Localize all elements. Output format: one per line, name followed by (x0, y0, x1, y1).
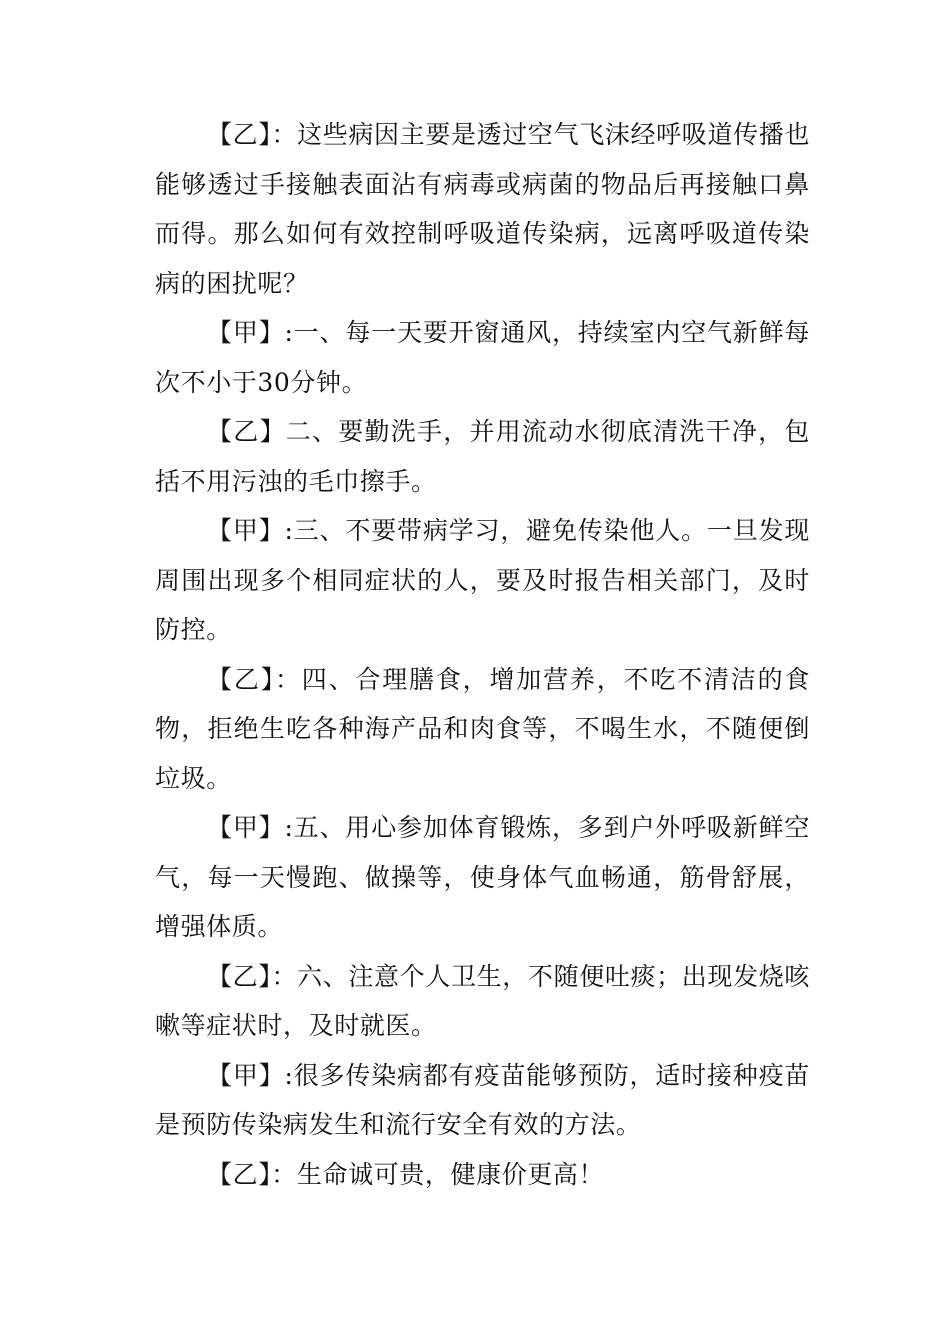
dialogue-paragraph: 【甲】:三、不要带病学习，避免传染他人。一旦发现周围出现多个相同症状的人，要及时报告相关部门，及时防控。 (155, 516, 810, 644)
dialogue-paragraph: 【甲】:一、每一天要开窗通风，持续室内空气新鲜每次不小于30分钟。 (155, 318, 810, 397)
dialogue-paragraph: 【甲】:五、用心参加体育锻炼，多到户外呼吸新鲜空气，每一天慢跑、做操等，使身体气血畅通，筋骨舒展，增强体质。 (155, 813, 810, 941)
dialogue-paragraph: 【乙】：这些病因主要是透过空气飞沫经呼吸道传播也能够透过手接触表面沾有病毒或病菌的物品后再接触口鼻而得。那么如何有效控制呼吸道传染病，远离呼吸道传染病的困扰呢？ (155, 120, 810, 298)
dialogue-paragraph: 【乙】：六、注意个人卫生，不随便吐痰；出现发烧咳嗽等症状时，及时就医。 (155, 961, 810, 1040)
dialogue-paragraph: 【乙】二、要勤洗手，并用流动水彻底清洗干净，包括不用污浊的毛巾擦手。 (155, 417, 810, 496)
dialogue-paragraph: 【乙】：四、合理膳食，增加营养，不吃不清洁的食物，拒绝生吃各种海产品和肉食等，不喝生水，不随便倒垃圾。 (155, 664, 810, 793)
document-body (155, 110, 810, 1199)
dialogue-paragraph: 【甲】:很多传染病都有疫苗能够预防，适时接种疫苗是预防传染病发生和流行安全有效的方法。 (155, 1060, 810, 1139)
dialogue-paragraph: 【乙】：生命诚可贵，健康价更高！ (207, 1159, 605, 1189)
